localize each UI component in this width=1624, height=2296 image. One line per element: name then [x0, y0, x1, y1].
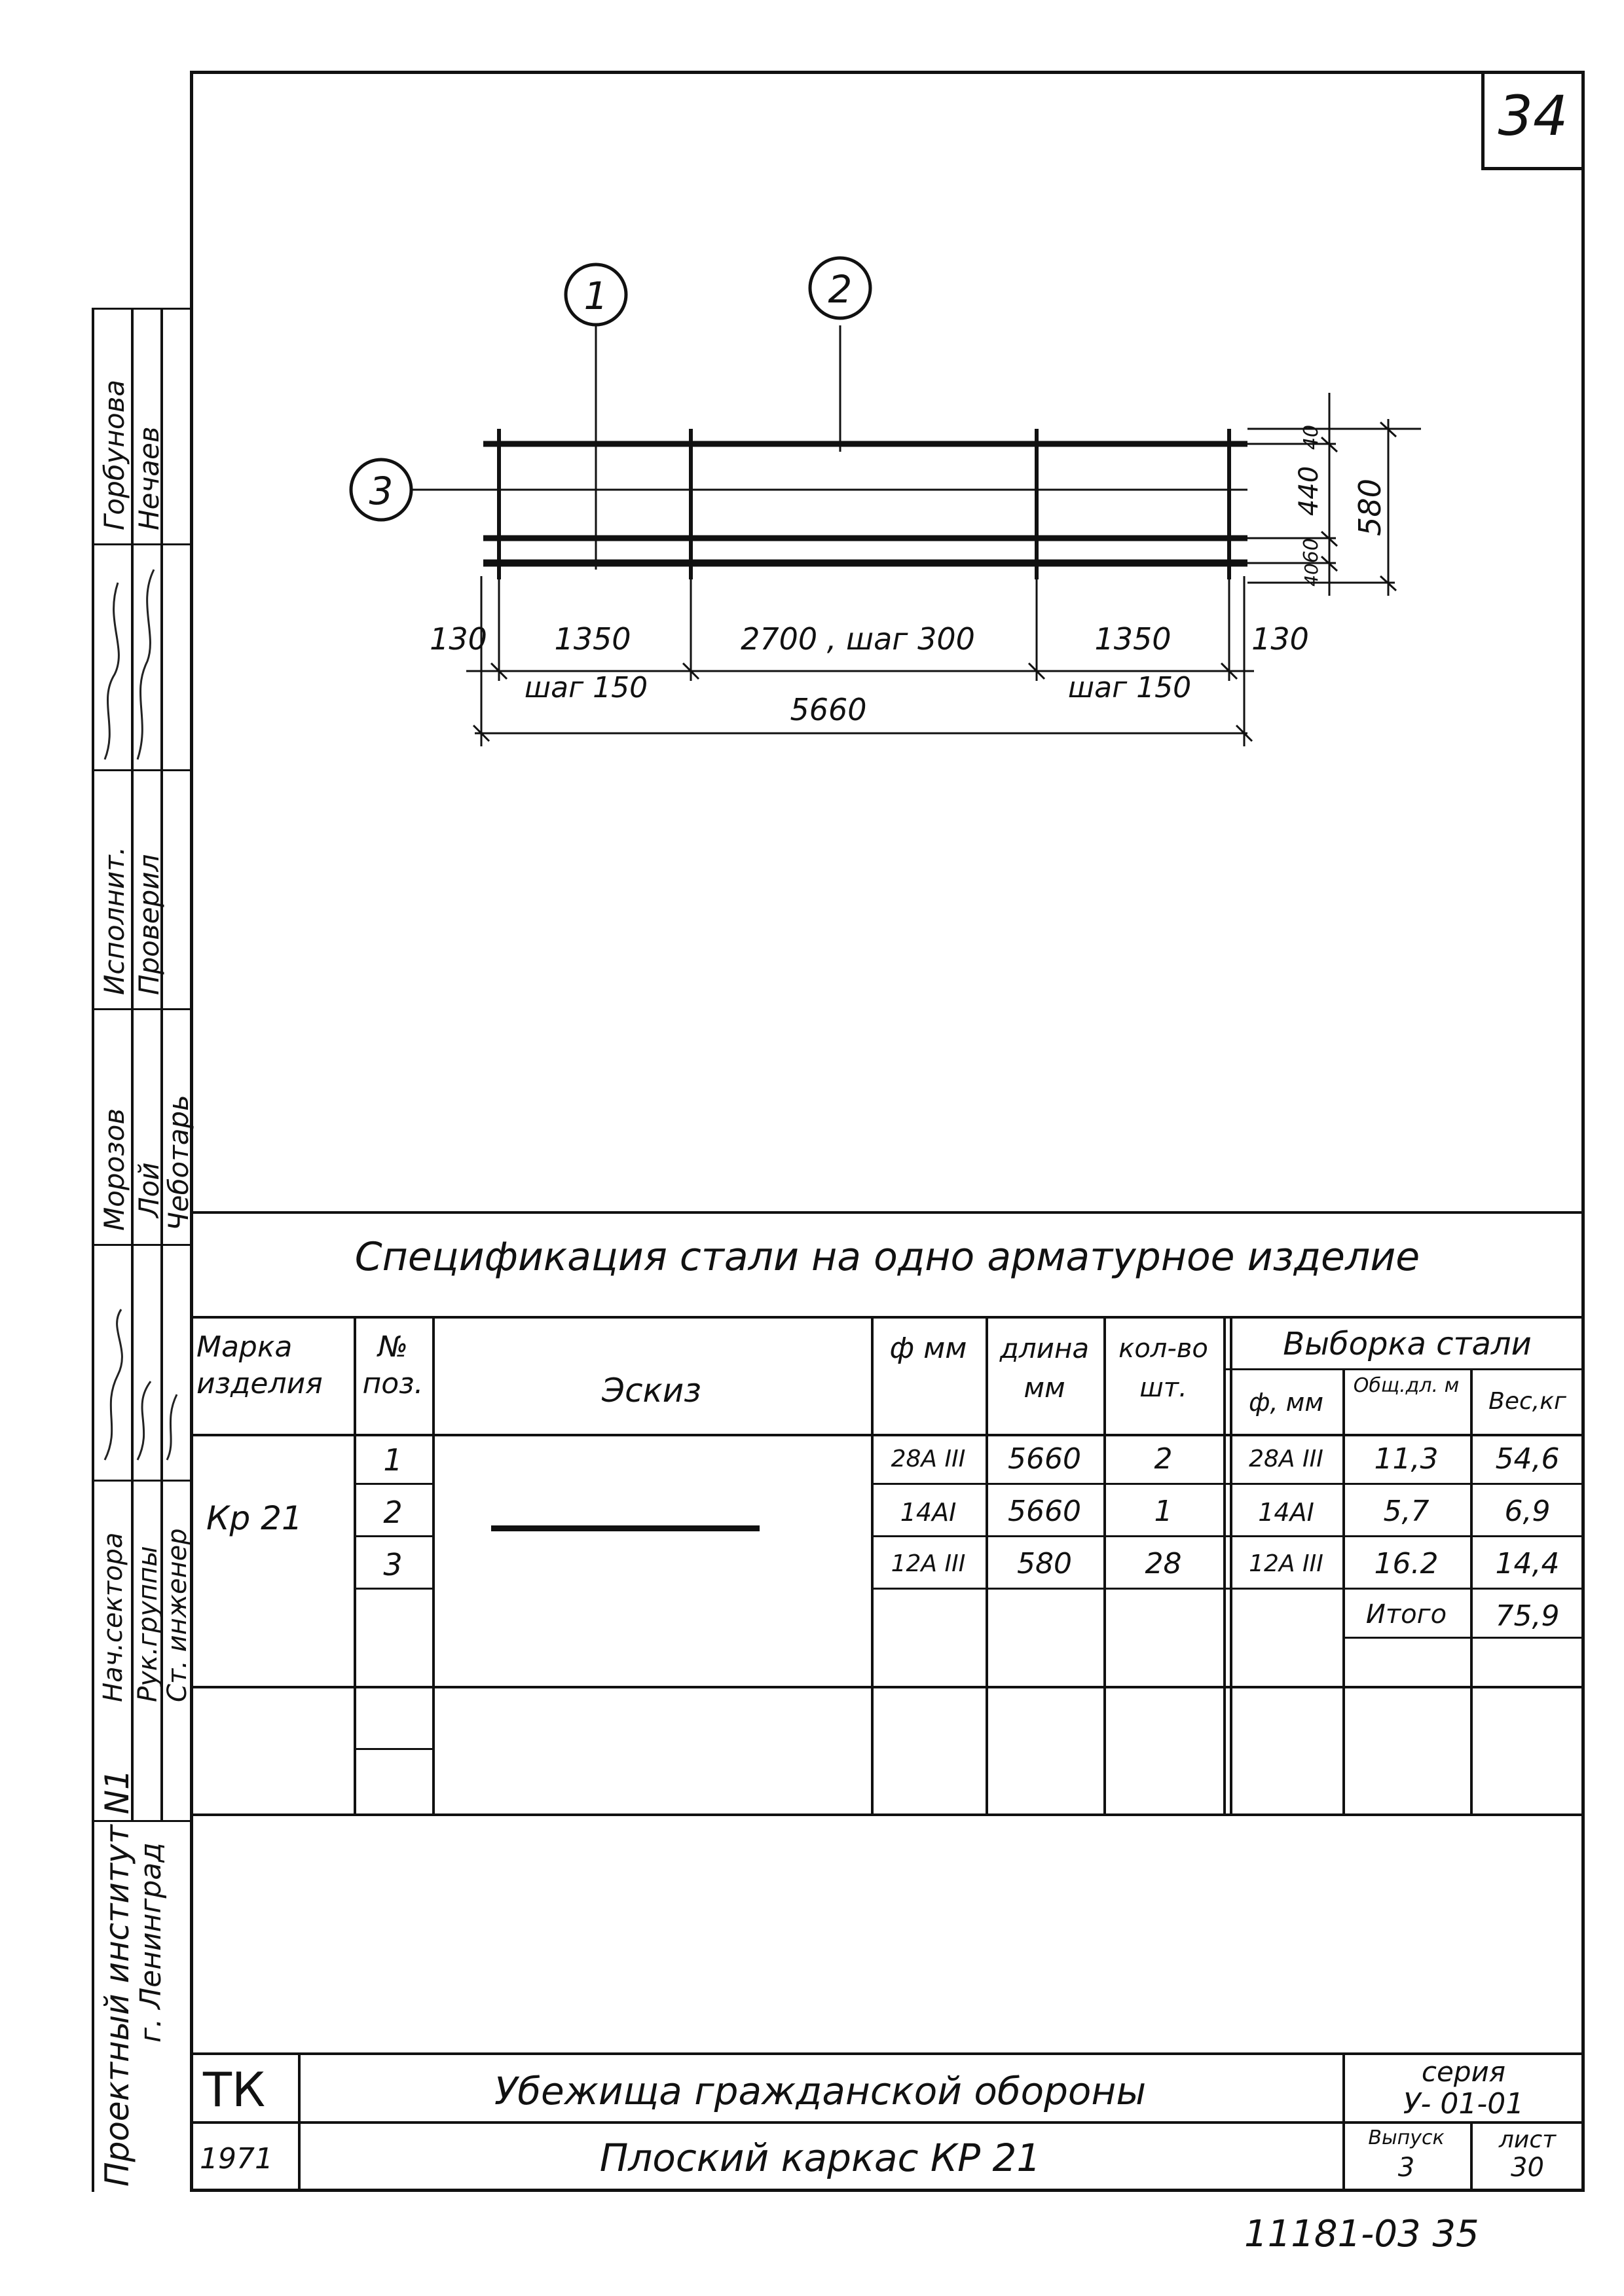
stamp-name-morozov: Морозов: [98, 1108, 130, 1231]
dim-440: 440: [1294, 465, 1324, 517]
row1-sel-weight: 54,6: [1495, 1442, 1560, 1476]
tb-series-value: У- 01-01: [1403, 2087, 1524, 2121]
row2-length: 5660: [1008, 1495, 1081, 1528]
pitch-left: шаг 150: [524, 671, 648, 704]
row3-diam: 12А III: [891, 1550, 966, 1577]
spec-top-line: [190, 1211, 1585, 1214]
row2-sel-diam: 14АI: [1258, 1498, 1314, 1527]
dim-130-right: 130: [1251, 621, 1309, 657]
header-sketch: Эскиз: [602, 1372, 701, 1410]
tb-issue-label: Выпуск: [1368, 2126, 1445, 2149]
header-sel-total: Общ.дл. м: [1353, 1374, 1460, 1397]
tb-project: Убежища гражданской обороны: [494, 2069, 1147, 2113]
row3-length: 580: [1017, 1547, 1072, 1580]
total-label: Итого: [1365, 1599, 1447, 1630]
frame-drawing: [0, 0, 1624, 786]
dim-1350-right: 1350: [1094, 621, 1172, 657]
stamp-role-4: Исполнит.: [98, 846, 130, 995]
row2-sel-total: 5,7: [1383, 1495, 1430, 1528]
header-selection: Выборка стали: [1283, 1326, 1532, 1362]
tb-sheet-value: 30: [1511, 2153, 1544, 2183]
dim-2700: 2700 , шаг 300: [741, 621, 975, 657]
dim-1350-left: 1350: [554, 621, 631, 657]
tb-year: 1971: [200, 2142, 273, 2176]
row3-sel-total: 16.2: [1374, 1547, 1439, 1580]
dim-total-length: 5660: [790, 692, 867, 727]
row1-qty: 2: [1154, 1442, 1173, 1476]
pitch-right: шаг 150: [1067, 671, 1192, 704]
sheet-number: 34: [1498, 84, 1568, 148]
row3-qty: 28: [1145, 1547, 1182, 1580]
mark-value: Кр 21: [206, 1499, 303, 1537]
stamp-name-gorbunova: Горбунова: [98, 379, 130, 530]
header-length: длина мм: [999, 1332, 1090, 1404]
tb-sheet-label: лист: [1498, 2126, 1557, 2153]
tb-drawing-name: Плоский каркас КР 21: [599, 2136, 1041, 2180]
header-qty: кол-во шт.: [1118, 1334, 1208, 1403]
tb-issue-value: 3: [1397, 2153, 1415, 2183]
callout-3: 3: [369, 469, 394, 513]
stamp-name-chebotar: Чеботарь: [162, 1095, 194, 1231]
stamp-name-loi: Лой: [133, 1162, 165, 1218]
header-pos: № поз.: [362, 1330, 424, 1400]
dim-130-left: 130: [430, 621, 487, 657]
row2-qty: 1: [1154, 1495, 1173, 1528]
tb-code: ТК: [203, 2062, 266, 2117]
row1-length: 5660: [1008, 1442, 1081, 1476]
row3-pos: 3: [383, 1547, 403, 1582]
row3-sel-diam: 12А III: [1249, 1550, 1323, 1577]
row2-diam: 14АI: [900, 1498, 957, 1527]
header-sel-diam: ф, мм: [1249, 1388, 1323, 1417]
row2-sel-weight: 6,9: [1504, 1495, 1551, 1528]
header-mark: Марка изделия: [196, 1330, 323, 1400]
signature-marks: [92, 543, 190, 1486]
archive-number: 11181-03 35: [1244, 2213, 1479, 2255]
header-diam: ф мм: [889, 1332, 967, 1365]
row1-sel-diam: 28А III: [1249, 1446, 1323, 1472]
callout-2: 2: [828, 267, 853, 312]
row3-sel-weight: 14,4: [1495, 1547, 1560, 1580]
callout-1: 1: [583, 274, 608, 318]
stamp-role-1: Нач.сектора: [98, 1532, 128, 1702]
dim-40-bottom: 40: [1301, 563, 1322, 587]
stamp-role-5: Проверил: [133, 854, 165, 995]
row1-sel-total: 11,3: [1374, 1442, 1439, 1476]
dim-60: 60: [1300, 538, 1323, 564]
row1-pos: 1: [383, 1442, 403, 1478]
stamp-city: г. Ленинград: [134, 1842, 168, 2043]
sketch-bar: [491, 1525, 760, 1531]
spec-title: Спецификация стали на одно арматурное изделие: [354, 1234, 1420, 1280]
dim-total-height: 580: [1352, 479, 1388, 536]
total-value: 75,9: [1495, 1599, 1560, 1633]
stamp-role-3: Ст. инженер: [162, 1528, 193, 1702]
dim-40-top: 40: [1300, 424, 1323, 450]
stamp-name-nechaev: Нечаев: [133, 426, 165, 530]
row2-pos: 2: [383, 1495, 403, 1530]
tb-series-label: серия: [1421, 2056, 1506, 2088]
stamp-institute: Проектный институт N1: [98, 1769, 136, 2187]
row1-diam: 28А III: [891, 1446, 966, 1472]
header-sel-weight: Вес,кг: [1488, 1388, 1566, 1415]
stamp-role-2: Рук.группы: [133, 1546, 163, 1702]
